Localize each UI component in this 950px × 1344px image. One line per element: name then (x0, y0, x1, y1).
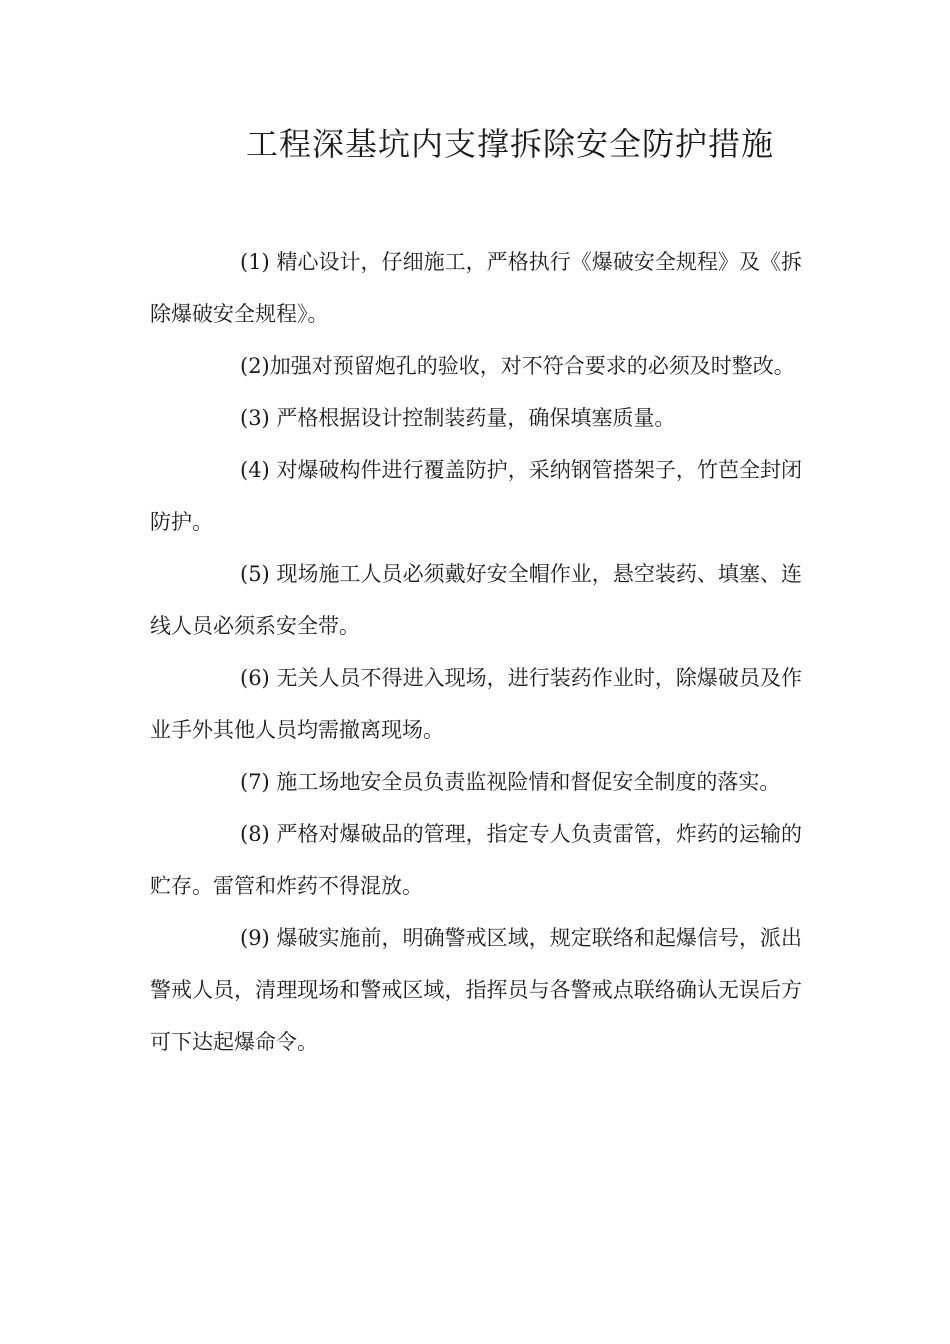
paragraph-item-8: (8) 严格对爆破品的管理，指定专人负责雷管，炸药的运输的贮存。雷管和炸药不得混放。 (150, 822, 802, 898)
paragraph-item-2: (2)加强对预留炮孔的验收，对不符合要求的必须及时整改。 (240, 354, 795, 378)
paragraph-item-1: (1) 精心设计，仔细施工，严格执行《爆破安全规程》及《拆除爆破安全规程》。 (150, 250, 802, 326)
paragraph-item-7: (7) 施工场地安全员负责监视险情和督促安全制度的落实。 (240, 770, 781, 794)
document-title: 工程深基坑内支撑拆除安全防护措施 (245, 125, 774, 163)
document-body (150, 236, 802, 1068)
paragraph-item-3: (3) 严格根据设计控制装药量，确保填塞质量。 (240, 406, 676, 430)
paragraph-item-4: (4) 对爆破构件进行覆盖防护，采纳钢管搭架子，竹芭全封闭防护。 (150, 458, 802, 534)
paragraph-item-6: (6) 无关人员不得进入现场，进行装药作业时，除爆破员及作业手外其他人员均需撤离现场。 (150, 666, 802, 742)
paragraph-item-5: (5) 现场施工人员必须戴好安全帽作业，悬空装药、填塞、连线人员必须系安全带。 (150, 562, 802, 638)
paragraph-item-9: (9) 爆破实施前，明确警戒区域，规定联络和起爆信号，派出警戒人员，清理现场和警戒区域，指挥员与各警戒点联络确认无误后方可下达起爆命令。 (150, 926, 802, 1054)
